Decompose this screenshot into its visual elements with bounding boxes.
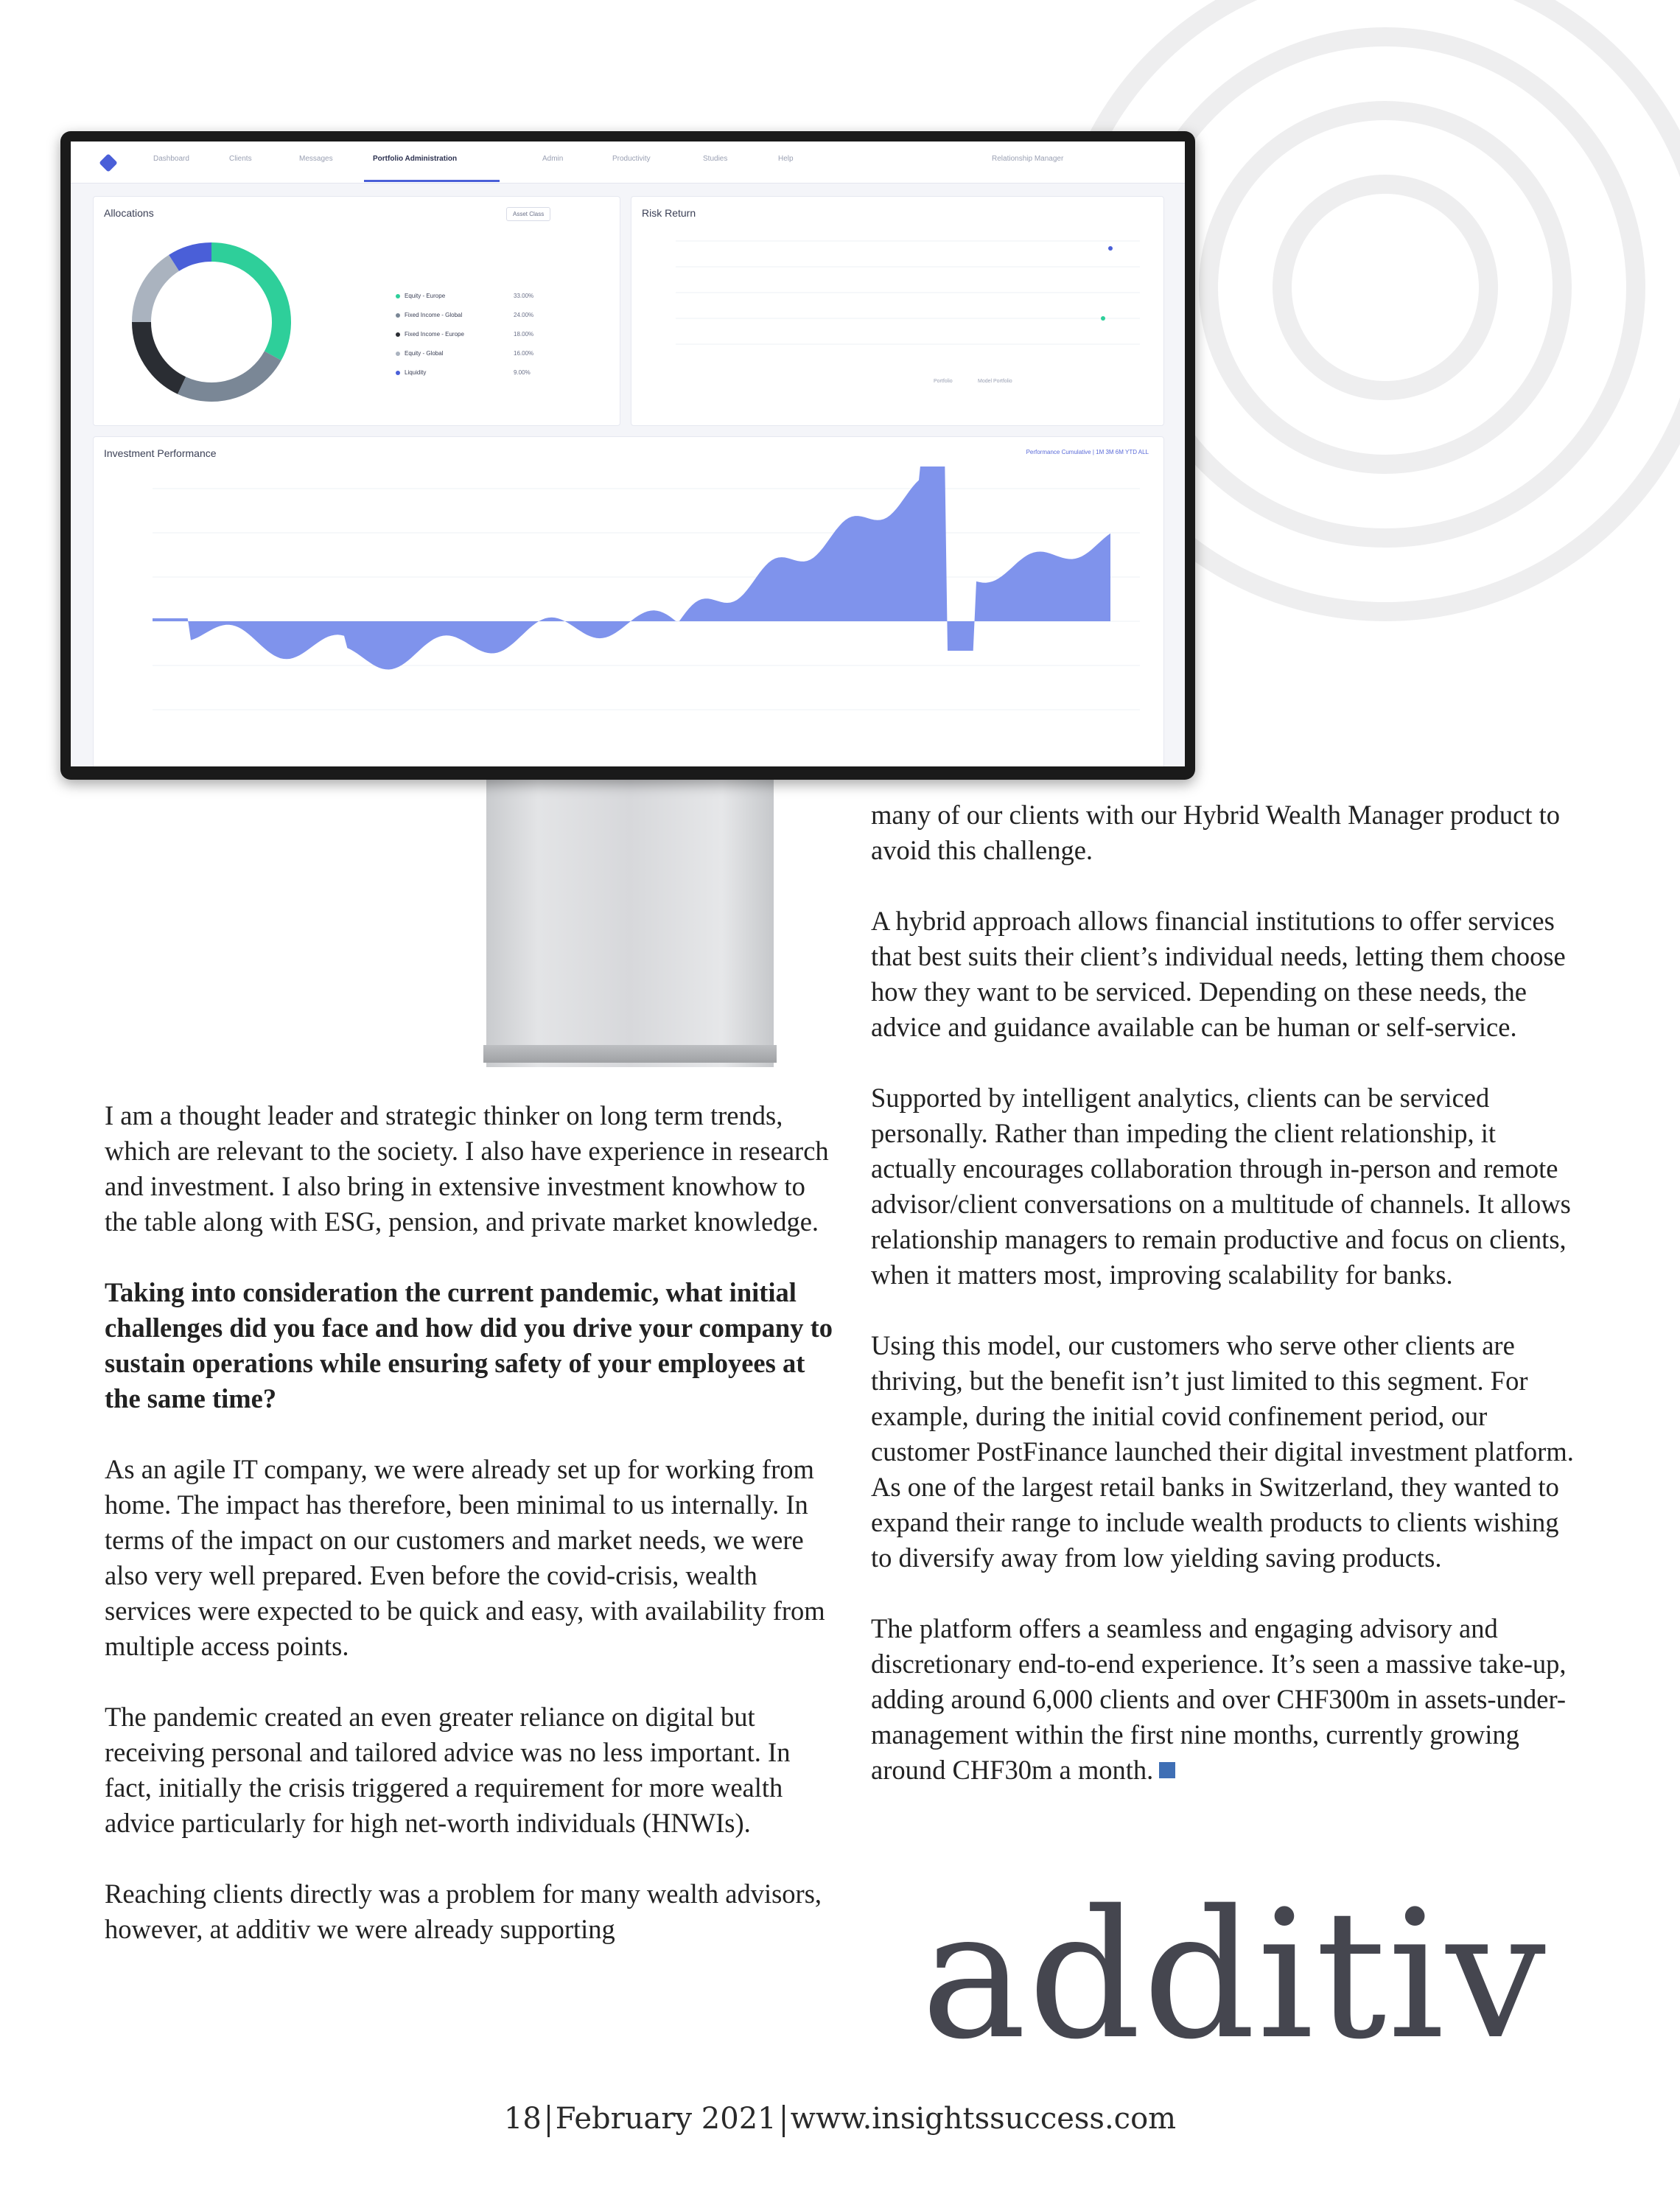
interview-question: Taking into consideration the current pandemic, what initial challenges did you face and how did you drive your company to sustain operations while ensuring safety of your employees at the same time? xyxy=(105,1277,833,1413)
performance-range-controls[interactable]: Performance Cumulative | 1M 3M 6M YTD ALL xyxy=(1026,449,1149,455)
performance-title: Investment Performance xyxy=(104,447,217,459)
legend-item: Equity - Europe 33.00% xyxy=(396,293,445,299)
page-footer xyxy=(0,2102,1680,2137)
investment-performance-card xyxy=(93,436,1164,766)
nav-active-indicator xyxy=(364,180,500,182)
donut-slice[interactable] xyxy=(141,322,182,385)
paragraph: The pandemic created an even greater reliance on digital but receiving personal and tailored advice was no less important. In fact, initially the crisis triggered a requirement for more wealth advice particularly for high net-worth individuals (HNWIs). xyxy=(105,1702,791,1838)
risk-return-title: Risk Return xyxy=(642,207,696,219)
monitor xyxy=(60,131,1195,780)
allocations-card xyxy=(93,196,620,426)
donut-slice[interactable] xyxy=(211,252,281,356)
model-portfolio-point[interactable] xyxy=(1101,316,1105,321)
app-navbar xyxy=(71,141,1185,184)
monitor-stand xyxy=(486,780,774,1067)
nav-help[interactable]: Help xyxy=(778,155,794,163)
risk-legend-portfolio: Portfolio xyxy=(934,379,953,384)
allocations-donut xyxy=(123,234,300,410)
paragraph: I am a thought leader and strategic thinker on long term trends, which are relevant to the society. I also have experience in research and investment. I also bring in extensive investment knowhow to the table along with ESG, pension, and private market knowledge. xyxy=(105,1100,829,1237)
nav-admin[interactable]: Admin xyxy=(542,155,564,163)
risk-legend-model: Model Portfolio xyxy=(978,379,1012,384)
dashboard-screen xyxy=(71,141,1185,766)
legend-item: Fixed Income - Global 24.00% xyxy=(396,312,462,318)
nav-clients[interactable]: Clients xyxy=(229,155,252,163)
paragraph: A hybrid approach allows financial institutions to offer services that best suits their client’s individual needs, letting them choose how they want to be serviced. Depending on these needs, the advice and guidance available can be human or self-service. xyxy=(871,906,1566,1042)
donut-slice[interactable] xyxy=(174,252,211,263)
nav-studies[interactable]: Studies xyxy=(703,155,728,163)
nav-productivity[interactable]: Productivity xyxy=(612,155,651,163)
left-column xyxy=(105,1098,841,1982)
donut-slice[interactable] xyxy=(182,356,273,392)
allocations-title: Allocations xyxy=(104,207,154,219)
additiv-logo: additiv xyxy=(921,1872,1547,2078)
nav-messages[interactable]: Messages xyxy=(299,155,333,163)
legend-item: Fixed Income - Europe 18.00% xyxy=(396,331,464,338)
issue-date: February 2021 xyxy=(555,2102,777,2136)
asset-class-dropdown[interactable]: Asset Class xyxy=(506,207,550,221)
legend-item: Equity - Global 16.00% xyxy=(396,350,443,357)
risk-return-card xyxy=(631,196,1164,426)
monitor-stand-base xyxy=(483,1045,777,1063)
nav-dashboard[interactable]: Dashboard xyxy=(153,155,189,163)
app-logo-icon[interactable] xyxy=(99,153,117,172)
paragraph: Reaching clients directly was a problem for many wealth advisors, however, at additiv we were already supporting xyxy=(105,1879,822,1944)
page-number: 18 xyxy=(503,2102,542,2136)
website-url[interactable]: www.insightssuccess.com xyxy=(790,2102,1177,2136)
user-menu[interactable]: Relationship Manager xyxy=(992,155,1064,163)
paragraph: many of our clients with our Hybrid Wealth Manager product to avoid this challenge. xyxy=(871,800,1561,865)
end-of-article-icon xyxy=(1159,1762,1175,1778)
nav-portfolio-administration[interactable]: Portfolio Administration xyxy=(373,155,458,163)
paragraph: As an agile IT company, we were already set up for working from home. The impact has therefore, been minimal to us internally. In terms of the impact on our customers and market needs, we were also very well prepared. Even before the covid-crisis, wealth services were expected to be quick and easy, with availability from multiple access points. xyxy=(105,1454,825,1661)
performance-chart xyxy=(123,466,1155,766)
risk-return-chart xyxy=(654,226,1147,410)
paragraph-last: The platform offers a seamless and engaging advisory and discretionary end-to-end experience. It’s seen a massive take-up, adding around 6,000 clients and over CHF300m in assets-under-management within the first nine months, currently growing around CHF30m a month. xyxy=(871,1613,1567,1785)
performance-area xyxy=(153,466,1110,670)
donut-slice[interactable] xyxy=(141,263,174,322)
legend-item: Liquidity 9.00% xyxy=(396,369,426,376)
allocations-legend xyxy=(396,293,558,396)
paragraph: Supported by intelligent analytics, clients can be serviced personally. Rather than impeding the client relationship, it actually encourages collaboration through in-person and remote advisor/client conversations on a multitude of channels. It allows relationship managers to remain productive and focus on clients, when it matters most, improving scalability for banks. xyxy=(871,1083,1571,1290)
right-column xyxy=(871,797,1578,1788)
portfolio-point[interactable] xyxy=(1108,246,1113,251)
paragraph: Using this model, our customers who serve other clients are thriving, but the benefit isn’t just limited to this segment. For example, during the initial covid confinement period, our customer PostFinance launched their digital investment platform. As one of the largest retail banks in Switzerland, they wanted to expand their range to include wealth products to clients wishing to diversify away from low yielding saving products. xyxy=(871,1330,1574,1573)
